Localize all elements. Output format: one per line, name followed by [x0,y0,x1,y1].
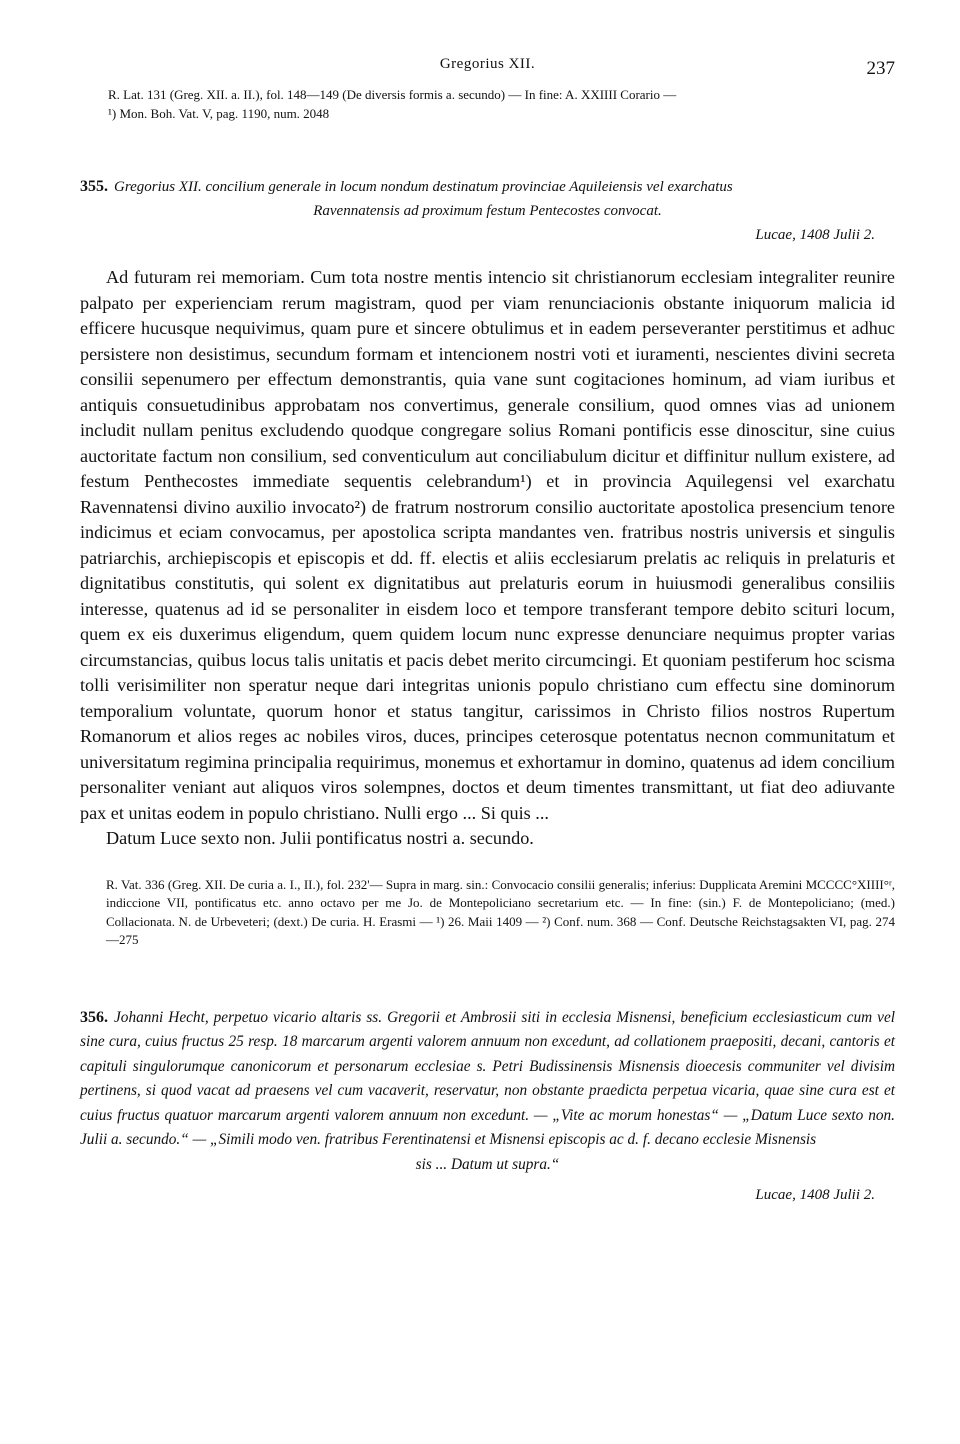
entry-355-sources: R. Vat. 336 (Greg. XII. De curia a. I., II.), fol. 232'— Supra in marg. sin.: Convocacio consilii generalis; inferius: Dupplicata Aremini MCCCC°XIIII°ʳ, indiccione VII, pontificatus etc. anno octavo per me Jo. de Montepoliciano secretarium etc. — In fine: (sin.) F. de Montepoliciano; (med.) Collacionata. N. de Urbeveteri; (dext.) De curia. H. Erasmi — ¹) 26. Maii 1409 — ²) Conf. num. 368 — Conf. Deutsche Reichstagsakten VI, pag. 274—275 [106,876,895,947]
entry-number: 356. [80,1008,108,1026]
entry-number: 355. [80,178,108,195]
entry-355-text [80,265,895,852]
page-number: 237 [866,58,895,79]
entry-356-text: Johanni Hecht, perpetuo vicario altaris ss. Gregorii et Ambrosii siti in ecclesia Misnensi, beneficium ecclesiasticum cum vel sine cura, cuius fructus 25 resp. 18 marcarum argenti valorem annuum non excedunt, ad collationem praepositi, decani, cantoris et capituli singulorumque canonicorum et personarum ecclesiae s. Petri Budissinensis Misnensis dioecesis communiter vel divisim pertinens, si quod vacat ad praesens vel cum vacaverit, reservatur, non obstante praedicta perpetua vicaria, quae sine cura est et cuius fructus quatuor marcarum argenti valorem annuum non excedunt. — „Vite ac morum honestas“ — „Datum Luce sexto non. Julii a. secundo.“ — „Simili modo ven. fratribus Ferentinatensi et Misnensi episcopis ac d. f. decano ecclesie Misnensis [80,1008,895,1148]
source-line: R. Lat. 131 (Greg. XII. a. II.), fol. 148—149 (De diversis formis a. secundo) — In fine: A. XXIIII Corario — [108,87,677,102]
entry-dateline: Lucae, 1408 Julii 2. [755,227,875,243]
entry-356 [80,1006,895,1208]
datum-line: Datum Luce sexto non. Julii pontificatus nostri a. secundo. [106,828,534,848]
entry-summary-line2: Ravennatensis ad proximum festum Pentecostes convocat. [313,203,662,219]
running-title: Gregorius XII. [439,56,536,72]
entry-356-dateline: Lucae, 1408 Julii 2. [755,1187,875,1203]
entry-356-text-end: sis ... Datum ut supra.“ [415,1155,560,1173]
entry-summary-line1: Gregorius XII. concilium generale in locum nondum destinatum provinciae Aquileiensis vel exarchatus [114,179,733,195]
footnote-line: ¹) Mon. Boh. Vat. V, pag. 1190, num. 2048 [108,105,330,121]
document-page [80,52,895,1208]
sources-top [80,86,895,123]
entry-355-heading [80,175,895,247]
running-head [80,52,895,82]
document-paragraph: Ad futuram rei memoriam. Cum tota nostre mentis intencio sit christianorum ecclesiam integraliter reunire palpato per experienciam rerum magistram, quod per viam renunciacionis obstante iniquorum malicia id efficere hucusque nequivimus, quam pure et sincere obtulimus et in eadem perseveranter perstitimus et adhuc persistere non desistimus, secundum formam et intencionem nostri voti et iuramenti, nescientes divini secreta consilii sepenumero per effectum demonstrantis, quia vane sunt cogitaciones hominum, ad viam iuribus et antiquis consuetudinibus approbatam nos convertimus, generale consilium, quod omnes vias ad unionem includit nullam penitus excludendo quodque congregare solius Romani pontificis esse dinoscitur, sine cuius auctoritate factum non consilium, sed conventiculum aut conciliabulum dicitur et diffinitur nullum existere, ad festum Penthecostes immediate sequentis celebrandum¹) et in provincia Aquilegensi vel exarchatu Ravennatensi divino auxilio invocato²) de fratrum nostrorum consilio auctoritate apostolica presencium tenore indicimus et eciam convocamus, per apostolica scripta mandantes ven. fratribus nostris universis et singulis patriarchis, archiepiscopis et episcopis et dd. ff. electis et aliis ecclesiarum prelatis ac reliquis in prelaturis et dignitatibus constitutis, qui solent ex dignitatibus aut prelaturis eorum in huiusmodi generalibus consiliis interesse, quatenus ad id se personaliter in eisdem loco et tempore transferant tempore debito scituri locum, quem ex eis duxerimus eligendum, quem quidem locum nunc expresse denunciare nequimus propter varias circumstancias, quibus locus talis unitatis et pacis debet merito circumcingi. Et quoniam pestiferum hoc scisma tolli verisimiliter non speratur neque dari integritas unionis populo christiano cum effectu sine dominorum temporalium voluntate, quorum honor et status tangitur, carissimos in Christo filios nostros Rupertum Romanorum et alios reges ac nobiles viros, duces, principes ceterosque potentatus necnon communitatum et universitatum regimina principalia requirimus, monemus et exhortamur in domino, quatenus ad idem concilium personaliter veniant aut aliquos viros solempnes, doctos et deum timentes transmittant, ut fiat deo adiuvante pax et unitas eodem in populo christiano. Nulli ergo ... Si quis ... [80,267,895,823]
